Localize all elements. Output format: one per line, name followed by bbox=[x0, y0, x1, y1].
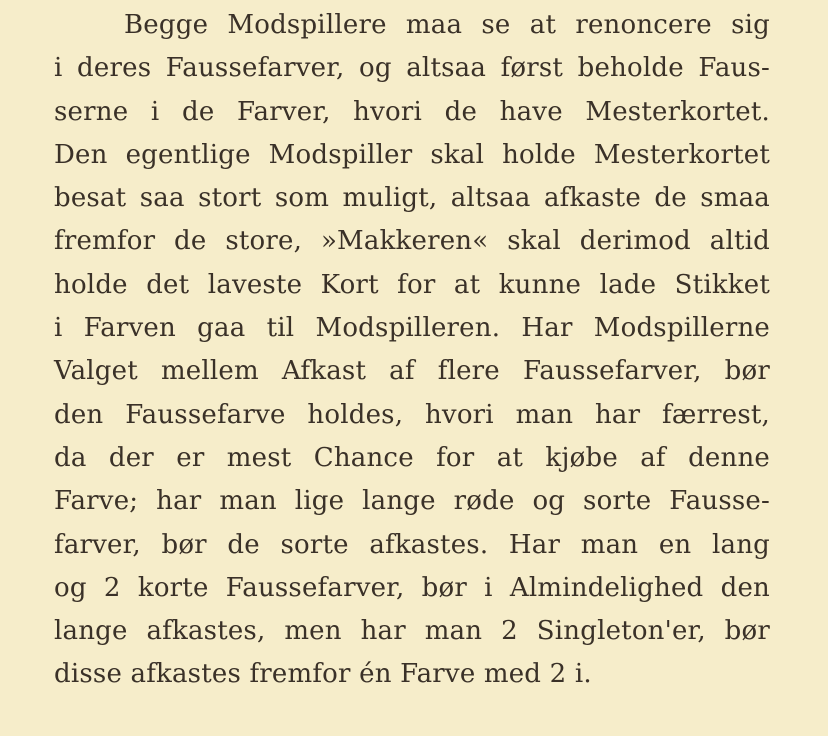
text-line: Farve; har man lige lange røde og sorte Fausse- bbox=[54, 486, 770, 517]
body-paragraph bbox=[54, 4, 770, 697]
text-line: i deres Faussefarver, og altsaa først beholde Faus- bbox=[54, 53, 770, 84]
text-line: farver, bør de sorte afkastes. Har man en lang bbox=[54, 529, 770, 560]
text-line: Den egentlige Modspiller skal holde Mesterkortet bbox=[54, 139, 770, 170]
text-line: i Farven gaa til Modspilleren. Har Modspillerne bbox=[54, 313, 770, 344]
text-line: besat saa stort som muligt, altsaa afkaste de smaa bbox=[54, 183, 770, 214]
text-line: lange afkastes, men har man 2 Singleton'er, bør bbox=[54, 616, 770, 647]
text-line: Valget mellem Afkast af flere Faussefarver, bør bbox=[54, 356, 770, 387]
text-line: disse afkastes fremfor én Farve med 2 i. bbox=[54, 659, 592, 690]
text-line: serne i de Farver, hvori de have Mesterkortet. bbox=[54, 96, 770, 127]
text-line: Begge Modspillere maa se at renoncere sig bbox=[124, 10, 770, 40]
text-line: da der er mest Chance for at kjøbe af denne bbox=[54, 442, 770, 473]
text-line: den Faussefarve holdes, hvori man har færrest, bbox=[54, 399, 770, 430]
text-line: fremfor de store, »Makkeren« skal derimod altid bbox=[54, 226, 770, 257]
text-line: og 2 korte Faussefarver, bør i Almindelighed den bbox=[54, 572, 770, 603]
text-line: holde det laveste Kort for at kunne lade Stikket bbox=[54, 269, 770, 300]
